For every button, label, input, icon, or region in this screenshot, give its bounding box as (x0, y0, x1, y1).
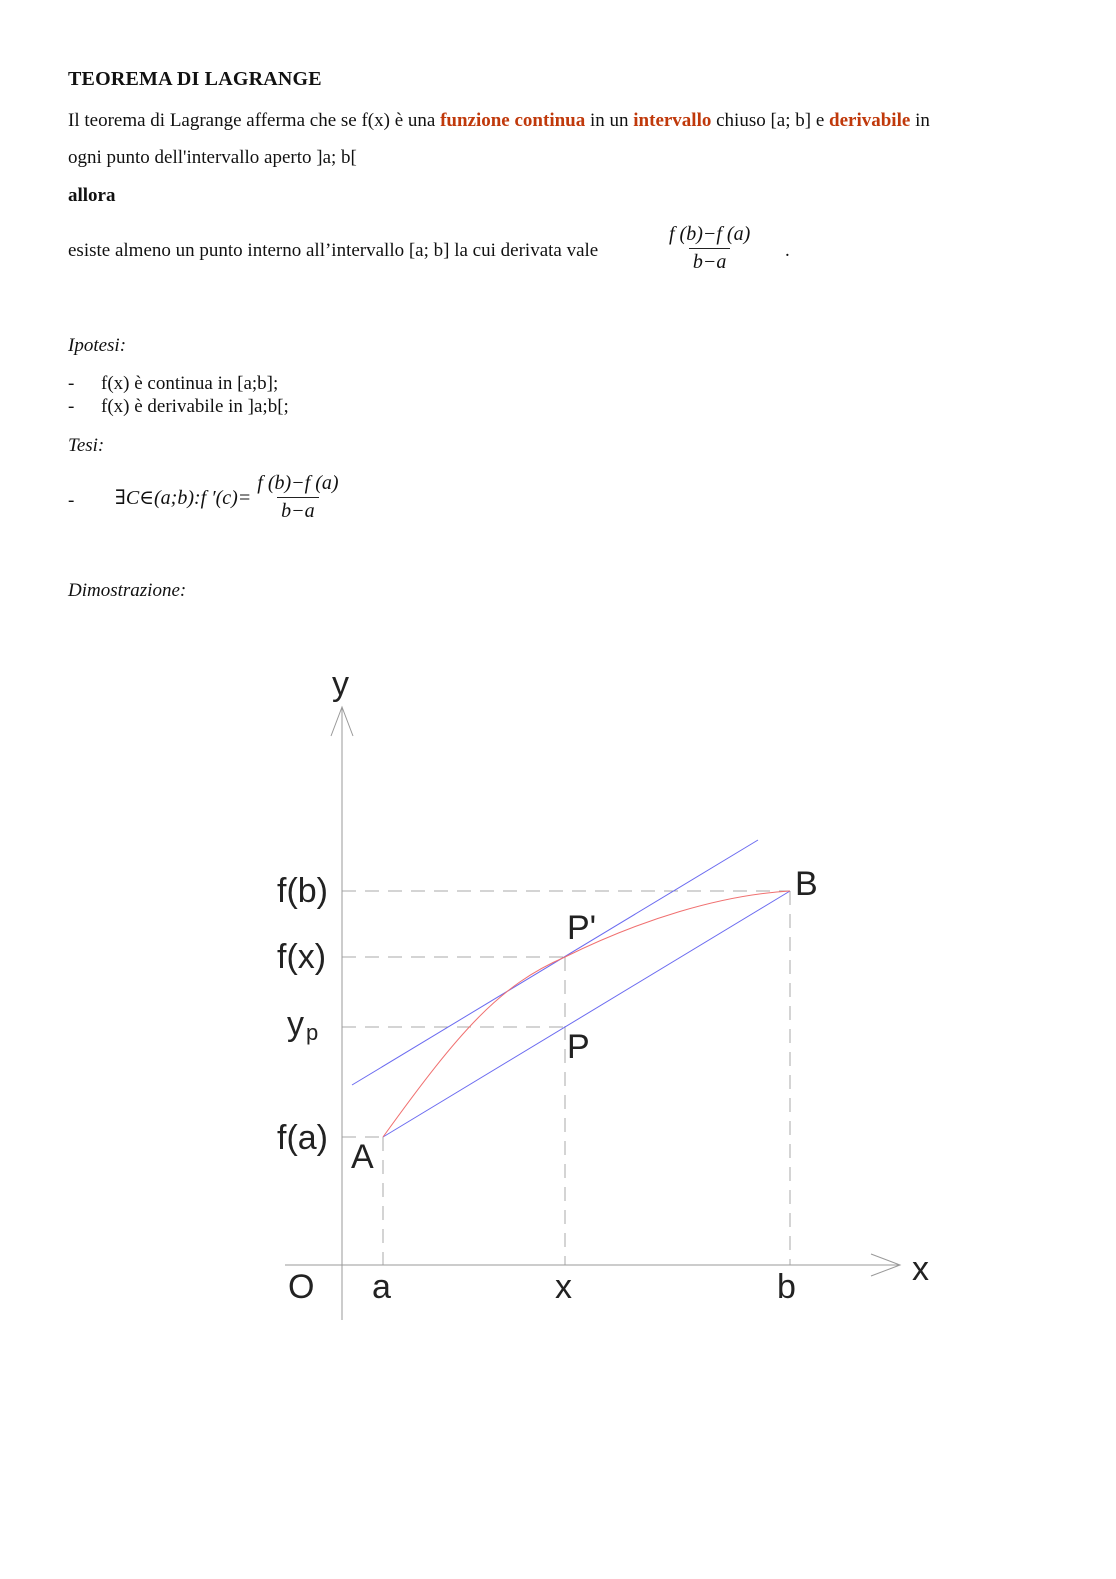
point-b-label: B (795, 865, 818, 903)
tangent-line-p-prime (352, 840, 758, 1085)
statement-text: esiste almeno un punto interno all’intervallo [a; b] la cui derivata vale (68, 240, 599, 261)
tesi-dash: - (68, 490, 75, 511)
ipotesi-item-text: f(x) è derivabile in ]a;b[; (101, 396, 289, 417)
label-fx: f(x) (277, 938, 327, 976)
axes (285, 707, 900, 1320)
page-title: TEOREMA DI LAGRANGE (68, 68, 322, 90)
label-yp-main: y (287, 1005, 304, 1043)
point-p-prime-label: P' (567, 909, 597, 947)
origin-label: O (288, 1268, 315, 1306)
dashed-guides (342, 891, 790, 1265)
label-fa: f(a) (277, 1119, 328, 1157)
ipotesi-heading: Ipotesi: (68, 335, 127, 356)
formula-lhs: ∃C∈(a;b):f ′(c)= (115, 487, 252, 509)
fraction-denominator: b−a (277, 497, 319, 523)
allora-label: allora (68, 185, 116, 206)
y-axis-label: y (332, 665, 349, 703)
highlight-derivabile: derivabile (829, 110, 911, 131)
dimostrazione-heading: Dimostrazione: (68, 580, 187, 601)
tesi-heading: Tesi: (68, 435, 105, 456)
intro-text-2: in un (585, 110, 634, 131)
statement-period: . (785, 240, 790, 261)
label-x: x (555, 1268, 572, 1306)
highlight-continua: funzione continua (440, 110, 586, 131)
intro-text-1: Il teorema di Lagrange afferma che se f(x) è una (68, 110, 441, 131)
point-a-label: A (351, 1138, 374, 1176)
point-p-label: P (567, 1028, 590, 1066)
label-b: b (777, 1268, 796, 1306)
fraction-numerator: f (b)−f (a) (669, 223, 751, 245)
fraction-numerator: f (b)−f (a) (257, 472, 339, 494)
label-a: a (372, 1268, 391, 1306)
highlight-intervallo: intervallo (633, 110, 712, 131)
label-fb: f(b) (277, 872, 328, 910)
list-dash: - (68, 373, 75, 394)
x-axis-label: x (912, 1250, 929, 1288)
intro-text-3: chiuso [a; b] e (711, 110, 830, 131)
intro-line-2: ogni punto dell'intervallo aperto ]a; b[ (68, 147, 357, 168)
list-dash: - (68, 396, 75, 417)
label-yp-sub: p (306, 1020, 319, 1045)
intro-text-4: in (910, 110, 930, 131)
ipotesi-item-text: f(x) è continua in [a;b]; (101, 373, 279, 394)
fraction-denominator: b−a (689, 248, 731, 274)
